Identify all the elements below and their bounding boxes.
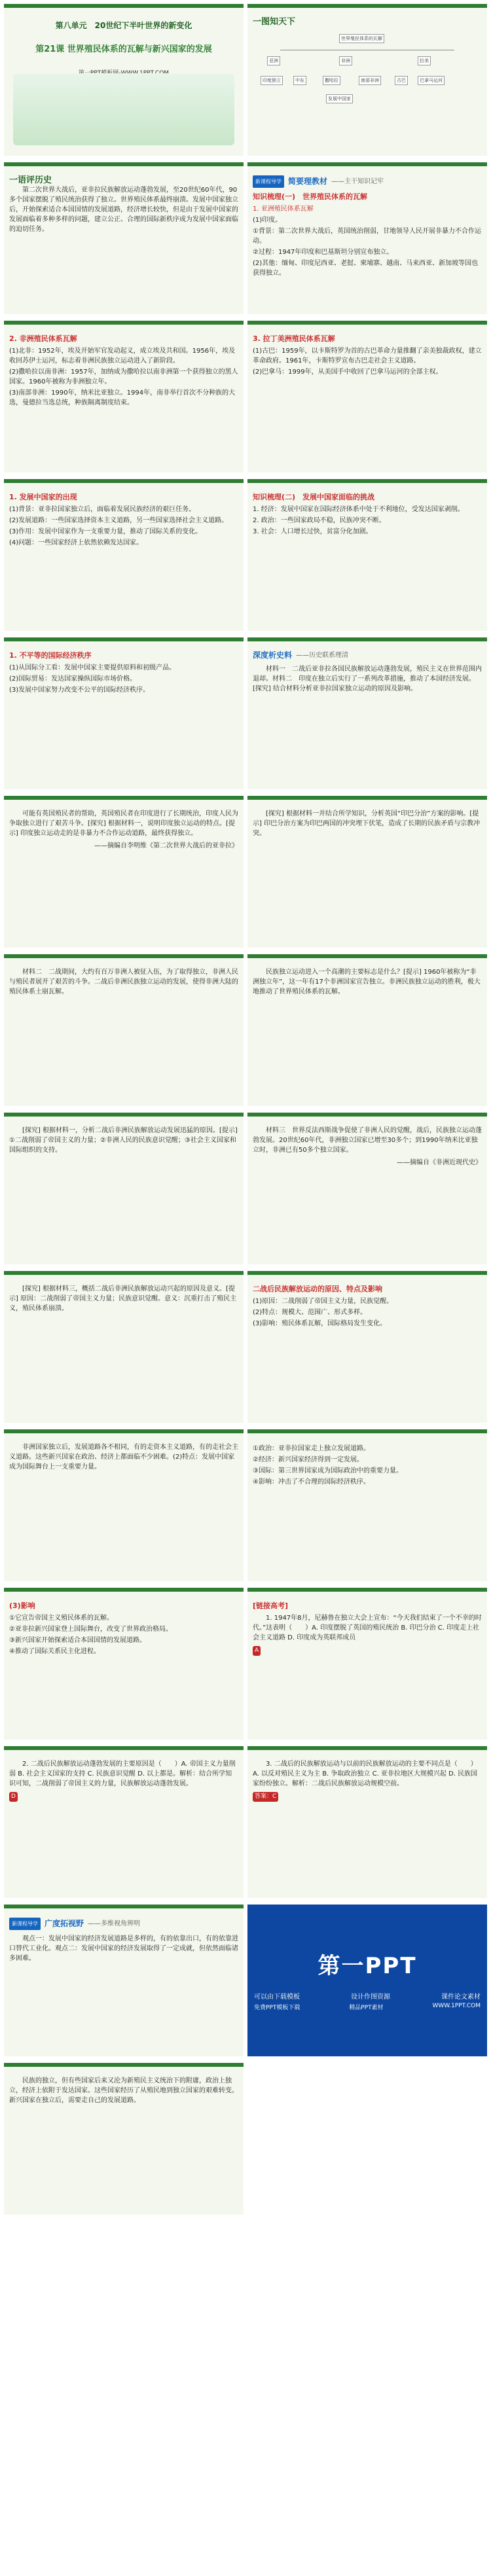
list-item: (3)作用：发展中国家作为一支重要力量，推动了国际关系的变化。 xyxy=(9,528,202,535)
tree-node-latam: 拉美 xyxy=(418,56,431,65)
section-banner xyxy=(253,175,482,188)
list-item: ②亚非拉新兴国家登上国际舞台，改变了世界政治格局。 xyxy=(9,1626,172,1633)
banner-title: 广度拓视野 xyxy=(45,1919,84,1928)
list-item: (2)其他：缅甸、印度尼西亚、老挝、柬埔寨、越南、马来西亚、新加坡等国也获得独立。 xyxy=(253,260,479,277)
summary-slide xyxy=(247,1271,487,1423)
inquiry-text: 民族独立运动进入一个高潮的主要标志是什么？[提示] 1960年被称为“非洲独立年”，这一年有17个非洲国家宣告独立。非洲民族独立运动的胜利，极大地推动了世界殖民体系的瓦解。 xyxy=(253,969,481,995)
material-source: ——摘编自李明维《第二次世界大战后的亚非拉》 xyxy=(94,842,238,850)
list-item: (2)发展道路：一些国家选择资本主义道路，另一些国家选择社会主义道路。 xyxy=(9,517,228,524)
list-item: ③新兴国家开始探索适合本国国情的发展道路。 xyxy=(9,1637,146,1644)
knowledge-title: 知识梳理(一) 世界殖民体系的瓦解 xyxy=(253,192,368,201)
unit-title: 第八单元 20世纪下半叶世界的新变化 xyxy=(55,21,192,30)
lesson-title: 第21课 世界殖民体系的瓦解与新兴国家的发展 xyxy=(35,45,212,54)
material-source: ——摘编自《非洲近现代史》 xyxy=(397,1159,482,1166)
section-title: [链接高考] xyxy=(253,1601,289,1610)
closing-slide xyxy=(4,2063,244,2215)
logo-tagline: 精品PPT素材 xyxy=(349,2005,384,2011)
body-text: 观点一：发展中国家的经济发展道路是多样的，有的依靠出口，有的依靠进口替代工业化。观点二：发展中国家的经济发展取得了一定成就，但依然面临诸多困难。 xyxy=(9,1935,238,1962)
answer-badge: A xyxy=(253,1646,261,1656)
inquiry-text: [探究] 根据材料三，概括二战后非洲民族解放运动兴起的原因及意义。[提示] 原因：二战削弱了帝国主义力量；民族意识觉醒。意义：沉重打击了殖民主义，殖民体系崩溃。 xyxy=(9,1285,237,1312)
question-text: 2. 二战后民族解放运动蓬勃发展的主要原因是（ ）A. 帝国主义力量削弱 B. 社会主义国家的支持 C. 民族意识觉醒 D. 以上都是。解析：结合所学知识可知，二战削弱了帝国主义的力量，民族解放运动蓬勃发展。 xyxy=(9,1761,236,1787)
intro-title: 一语评历史 xyxy=(9,175,52,185)
list-item: ④影响：冲击了不合理的国际经济秩序。 xyxy=(253,1478,370,1486)
list-item: 2. 政治：一些国家政局不稳，民族冲突不断。 xyxy=(253,517,386,524)
economic-order-slide xyxy=(4,637,244,789)
tree-root: 世界殖民体系的瓦解 xyxy=(339,34,384,43)
material-text: 可能有英国殖民者的帮助，英国殖民者在印度进行了长期统治，印度人民为争取独立进行了艰苦斗争。[探究] 根据材料一，说明印度独立运动的特点。[提示] 印度独立运动走的是非暴力不合作运动道路，最终获得独立。 xyxy=(9,810,238,837)
brand-logo: 第一PPT xyxy=(318,1953,417,1979)
impact-slide-1 xyxy=(247,1429,487,1581)
section-banner xyxy=(9,1918,238,1930)
exam-slide-1 xyxy=(247,1588,487,1740)
list-item: ①它宣告帝国主义殖民体系的瓦解。 xyxy=(9,1615,113,1622)
exam-slide-2 xyxy=(4,1746,244,1898)
inquiry-text: [探究] 根据材料一，分析二战后非洲民族解放运动发展迅猛的原因。[提示] ①二战削弱了帝国主义的力量；②非洲人民的民族意识觉醒；③社会主义国家和国际组织的支持。 xyxy=(9,1127,238,1154)
list-item: (2)撒哈拉以南非洲：1957年，加纳成为撒哈拉以南非洲第一个获得独立的黑人国家。1960年被称为非洲独立年。 xyxy=(9,368,238,385)
development-slide xyxy=(4,1429,244,1581)
section-title: 1. 发展中国家的出现 xyxy=(9,493,77,501)
list-item: ①背景：第二次世界大战后，英国统治削弱，甘地领导人民开展非暴力不合作运动。 xyxy=(253,228,481,245)
list-item: ②经济：新兴国家经济得到一定发展。 xyxy=(253,1456,363,1463)
knowledge-sub: 1. 亚洲殖民体系瓦解 xyxy=(253,206,314,213)
tree-node-africa: 非洲 xyxy=(339,56,352,65)
perspective-slide xyxy=(4,1905,244,2056)
list-item: ②过程：1947年印度和巴基斯坦分别宣布独立。 xyxy=(253,249,393,256)
section-title: (3)影响 xyxy=(9,1601,35,1610)
title-slide xyxy=(4,4,244,156)
banner-tag: 新课程导学 xyxy=(253,175,284,188)
challenges-slide xyxy=(247,479,487,631)
banner-title: 简要理教材 xyxy=(288,177,328,186)
logo-tagline: 免费PPT模板下载 xyxy=(254,2005,300,2011)
developing-countries-slide xyxy=(4,479,244,631)
material-slide-2 xyxy=(4,954,244,1106)
list-item: ④推动了国际关系民主化进程。 xyxy=(9,1648,100,1655)
inquiry-slide-1 xyxy=(247,796,487,948)
banner-subtitle: ——主干知识记牢 xyxy=(331,178,384,185)
list-item: (1)北非：1952年，埃及开始军官发动起义，成立埃及共和国。1956年，埃及收回苏伊士运河，标志着非洲民族独立运动进入了新阶段。 xyxy=(9,348,236,365)
body-text: 民族的独立，但有些国家后来又沦为新殖民主义统治下的附庸，政治上独立，经济上依附于发达国家。这些国家经历了从殖民地到独立国家的艰难转变。新兴国家在独立后，需要走自己的发展道路。 xyxy=(9,2077,238,2104)
africa-slide xyxy=(4,321,244,473)
list-item: (3)南部非洲：1990年，纳米比亚独立。1994年，南非举行首次不分种族的大选，曼德拉当选总统，种族隔离制度结束。 xyxy=(9,389,236,406)
list-item: 3. 社会：人口增长过快，贫富分化加剧。 xyxy=(253,528,373,535)
decorative-leaf-background xyxy=(13,73,234,145)
tree-leaf: 发展中国家 xyxy=(326,94,353,103)
section-title: 2. 非洲殖民体系瓦解 xyxy=(9,334,77,343)
question-text: 1. 1947年8月，尼赫鲁在独立大会上宣布：“今天我们结束了一个不幸的时代。”这表明（ ）A. 印度摆脱了英国的殖民统治 B. 印巴分治 C. 印度走上社会主义道路 D. 印度成为英联邦成员 xyxy=(253,1615,482,1641)
latam-slide xyxy=(247,321,487,473)
tree-leaf: 印度独立 xyxy=(261,76,283,85)
list-item: ③国际：第三世界国家成为国际政治中的重要力量。 xyxy=(253,1467,403,1475)
section-title: 3. 拉丁美洲殖民体系瓦解 xyxy=(253,334,335,343)
knowledge-slide-1 xyxy=(247,162,487,314)
list-item: (1)从国际分工看：发展中国家主要提供原料和初级产品。 xyxy=(9,664,176,671)
list-item: (2)特点：规模大、范围广、形式多样。 xyxy=(253,1309,367,1316)
logo-tagline: 课件论文素材 xyxy=(441,1994,481,2001)
answer-badge: 答案：C xyxy=(253,1792,278,1802)
logo-tagline-row xyxy=(254,2003,481,2011)
tree-leaf: 古巴 xyxy=(395,76,408,85)
material-text: 材料三 世界反法西斯战争促使了非洲人民的觉醒，战后，民族独立运动蓬勃发展。20世纪60年代，非洲独立国家已增至30多个；到1990年纳米比亚独立时，非洲已有50多个独立国家。 xyxy=(253,1127,482,1154)
logo-tagline-row xyxy=(254,1991,481,2001)
list-item: (1)原因：二战削弱了帝国主义力量，民族觉醒。 xyxy=(253,1298,393,1305)
list-item: (2)巴拿马：1999年，从美国手中收回了巴拿马运河的全部主权。 xyxy=(253,368,443,376)
answer-badge: D xyxy=(9,1792,18,1802)
section-title: 二战后民族解放运动的原因、特点及影响 xyxy=(253,1285,382,1293)
material-text: 材料一 二战后亚非拉各国民族解放运动蓬勃发展，殖民主义在世界范围内退却。材料二 印度在独立后实行了一系列改革措施，推动了本国经济发展。[探究] 结合材料分析亚非拉国家独立运动的原因及影响。 xyxy=(253,666,482,692)
inquiry-text: [探究] 根据材料一并结合所学知识，分析英国“印巴分治”方案的影响。[提示] 印巴分治方案为印巴两国的冲突埋下伏笔，造成了长期的民族矛盾与宗教冲突。 xyxy=(253,810,481,837)
knowledge-tree xyxy=(261,34,474,101)
overview-slide xyxy=(247,4,487,156)
tree-leaf: 南部非洲 xyxy=(359,76,381,85)
logo-tagline: 可以由下载模板 xyxy=(254,1994,300,2001)
banner-tag: 新课程导学 xyxy=(9,1918,41,1930)
section-banner xyxy=(253,651,482,660)
tree-node-asia: 亚洲 xyxy=(267,56,280,65)
logo-tagline: 设计作图资源 xyxy=(351,1994,390,2001)
tree-leaf: 中东 xyxy=(293,76,306,85)
logo-tagline: WWW.1PPT.COM xyxy=(432,2003,481,2009)
inquiry-slide-2 xyxy=(247,954,487,1106)
overview-heading: 一图知天下 xyxy=(253,17,296,27)
material-slide-3 xyxy=(247,1113,487,1264)
list-item: (1)印度。 xyxy=(253,217,282,224)
list-item: (1)古巴：1959年，以卡斯特罗为首的古巴革命力量推翻了亲美独裁政权，建立革命政府。1961年，卡斯特罗宣布古巴走社会主义道路。 xyxy=(253,348,482,365)
list-item: ①政治：亚非拉国家走上独立发展道路。 xyxy=(253,1445,370,1452)
inquiry-slide-3 xyxy=(4,1113,244,1264)
list-item: (1)背景：亚非拉国家独立后，面临着发展民族经济的艰巨任务。 xyxy=(9,506,196,513)
list-item: (4)问题：一些国家经济上依然依赖发达国家。 xyxy=(9,539,143,546)
logo-slide xyxy=(247,1905,487,2056)
intro-slide xyxy=(4,162,244,314)
list-item: (3)影响：殖民体系瓦解，国际格局发生变化。 xyxy=(253,1320,387,1327)
list-item: (3)发展中国家努力改变不公平的国际经济秩序。 xyxy=(9,687,150,694)
inquiry-slide-4 xyxy=(4,1271,244,1423)
material-text: 材料二 二战期间，大约有百万非洲人被征入伍，为了取得独立，非洲人民与殖民者展开了艰苦的斗争。二战后非洲民族独立运动的发展，使得非洲大陆的殖民体系土崩瓦解。 xyxy=(9,969,238,995)
section-title: 知识梳理(二) 发展中国家面临的挑战 xyxy=(253,493,375,501)
banner-subtitle: ——多维视角辨明 xyxy=(88,1920,141,1927)
exam-slide-3 xyxy=(247,1746,487,1898)
intro-text: 第二次世界大战后，亚非拉民族解放运动蓬勃发展，至20世纪60年代，90多个国家摆脱了殖民统治获得了独立。世界殖民体系最终崩溃。发展中国家独立后，开始探索适合本国国情的发展道路，经济增长较快，但是由于发展中国家的发展面临着多种多样的问题，建立公正、合理的国际新秩序成为发展中国家面临的迫切任务。 xyxy=(9,187,238,233)
question-text: 3. 二战后的民族解放运动与以前的民族解放运动的主要不同点是（ ）A. 以反对殖民主义为主 B. 争取政治独立 C. 亚非拉地区大规模兴起 D. 民族国家纷纷独立。解析：二战后民族解放运动规模空前。 xyxy=(253,1761,478,1787)
body-text: 非洲国家独立后，发展道路各不相同，有的走资本主义道路，有的走社会主义道路。这些新兴国家在政治、经济上都面临不少困难。(2)特点：发展中国家成为国际舞台上一支重要力量。 xyxy=(9,1444,238,1471)
impact-slide-2 xyxy=(4,1588,244,1740)
banner-title: 深度析史料 xyxy=(253,651,293,660)
tree-leaf: 巴拿马运河 xyxy=(418,76,445,85)
analysis-slide xyxy=(247,637,487,789)
material-slide-1 xyxy=(4,796,244,948)
tree-leaf: 撒哈拉 xyxy=(323,76,340,85)
banner-subtitle: ——历史联系理清 xyxy=(296,652,349,659)
list-item: 1. 经济：发展中国家在国际经济体系中处于不利地位，受发达国家剥削。 xyxy=(253,506,464,513)
section-title: 1. 不平等的国际经济秩序 xyxy=(9,651,92,660)
list-item: (2)国际贸易：发达国家操纵国际市场价格。 xyxy=(9,675,137,683)
